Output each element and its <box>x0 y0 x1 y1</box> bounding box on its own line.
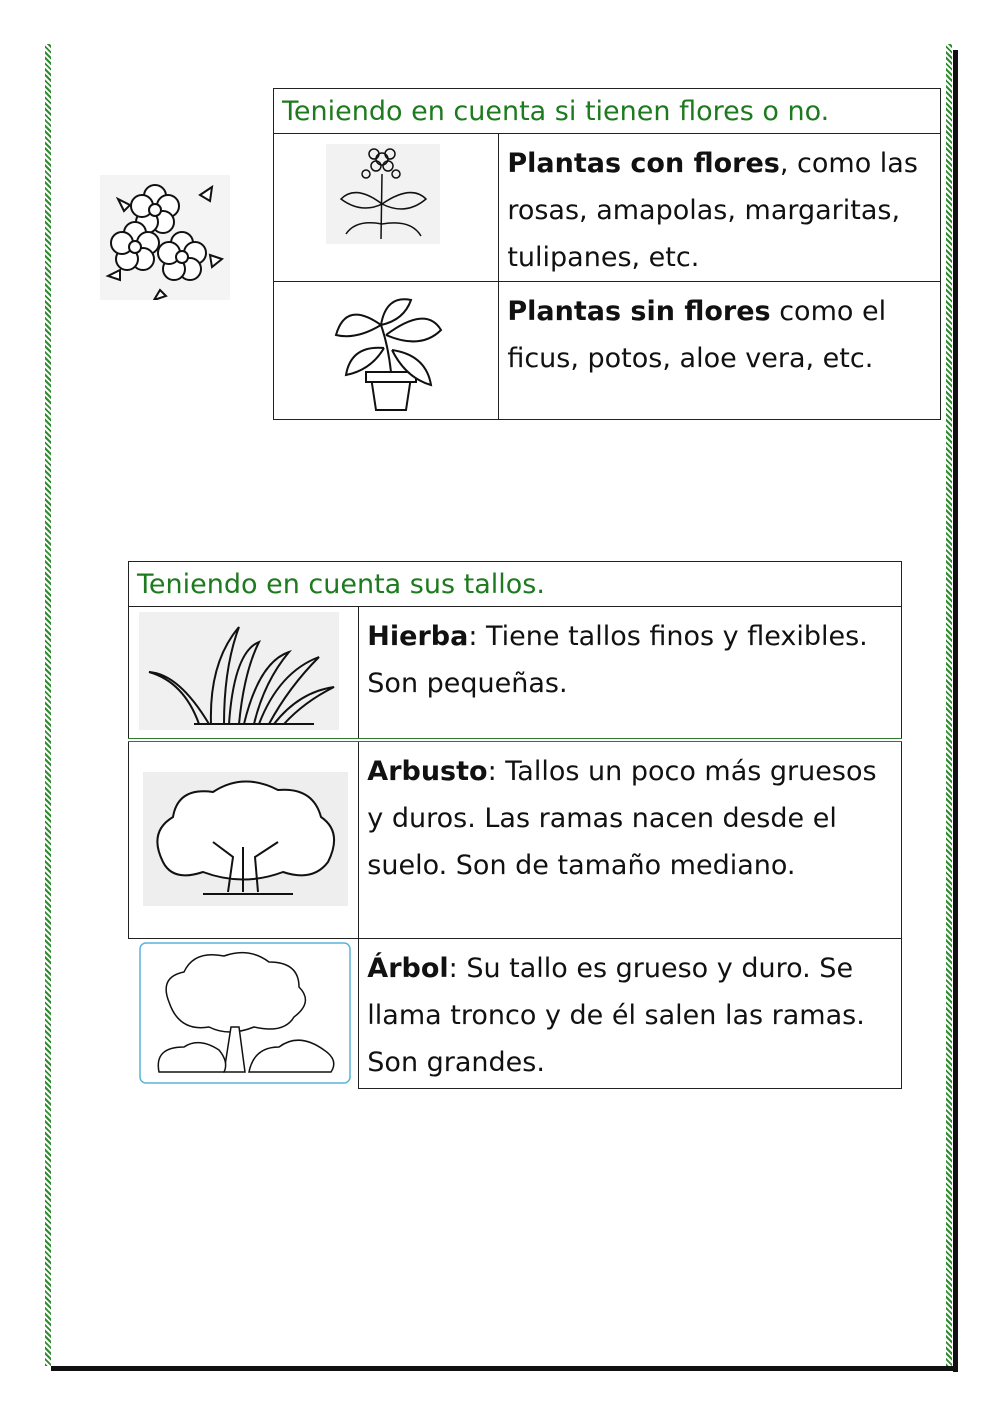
table-cell-text <box>499 282 941 420</box>
page-shadow-right <box>953 50 958 1372</box>
potted-plant-icon <box>326 290 456 415</box>
image-cell <box>129 939 359 1089</box>
flowers-cluster-icon <box>100 175 230 304</box>
bush-icon <box>143 772 348 906</box>
tree-icon <box>139 942 351 1086</box>
flowering-plant-icon <box>326 144 440 244</box>
term-bold: Árbol <box>367 953 449 984</box>
image-cell <box>129 607 359 740</box>
term-bold: Hierba <box>367 621 469 652</box>
table-header: Teniendo en cuenta sus tallos. <box>129 562 902 607</box>
term-description: : Tallos un poco más gruesos y duros. Las ramas nacen desde el suelo. Son de tamaño mediano. <box>367 755 877 881</box>
image-cell <box>129 740 359 939</box>
table-cell-text <box>499 134 941 282</box>
term-bold: Plantas sin flores <box>507 296 771 327</box>
page-border-left <box>45 44 51 1366</box>
table-cell-text <box>359 607 902 740</box>
term-bold: Arbusto <box>367 755 488 787</box>
page-border-right <box>946 44 952 1366</box>
term-description: : Su tallo es grueso y duro. Se llama tronco y de él salen las ramas. Son grandes. <box>367 953 865 1078</box>
flowers-classification-table <box>273 88 941 420</box>
page-shadow-bottom <box>51 1366 958 1371</box>
table-header: Teniendo en cuenta si tienen flores o no. <box>274 89 941 134</box>
term-description: : Tiene tallos finos y flexibles. Son pequeñas. <box>367 621 868 699</box>
term-description: , como las rosas, amapolas, margaritas, tulipanes, etc. <box>507 148 918 273</box>
term-description: como el ficus, potos, aloe vera, etc. <box>507 296 887 374</box>
image-cell <box>274 134 499 282</box>
image-cell <box>274 282 499 420</box>
stems-classification-table <box>128 561 902 1089</box>
table-cell-text <box>359 740 902 939</box>
term-bold: Plantas con flores <box>507 148 780 179</box>
table-cell-text <box>359 939 902 1089</box>
grass-icon <box>139 612 339 730</box>
